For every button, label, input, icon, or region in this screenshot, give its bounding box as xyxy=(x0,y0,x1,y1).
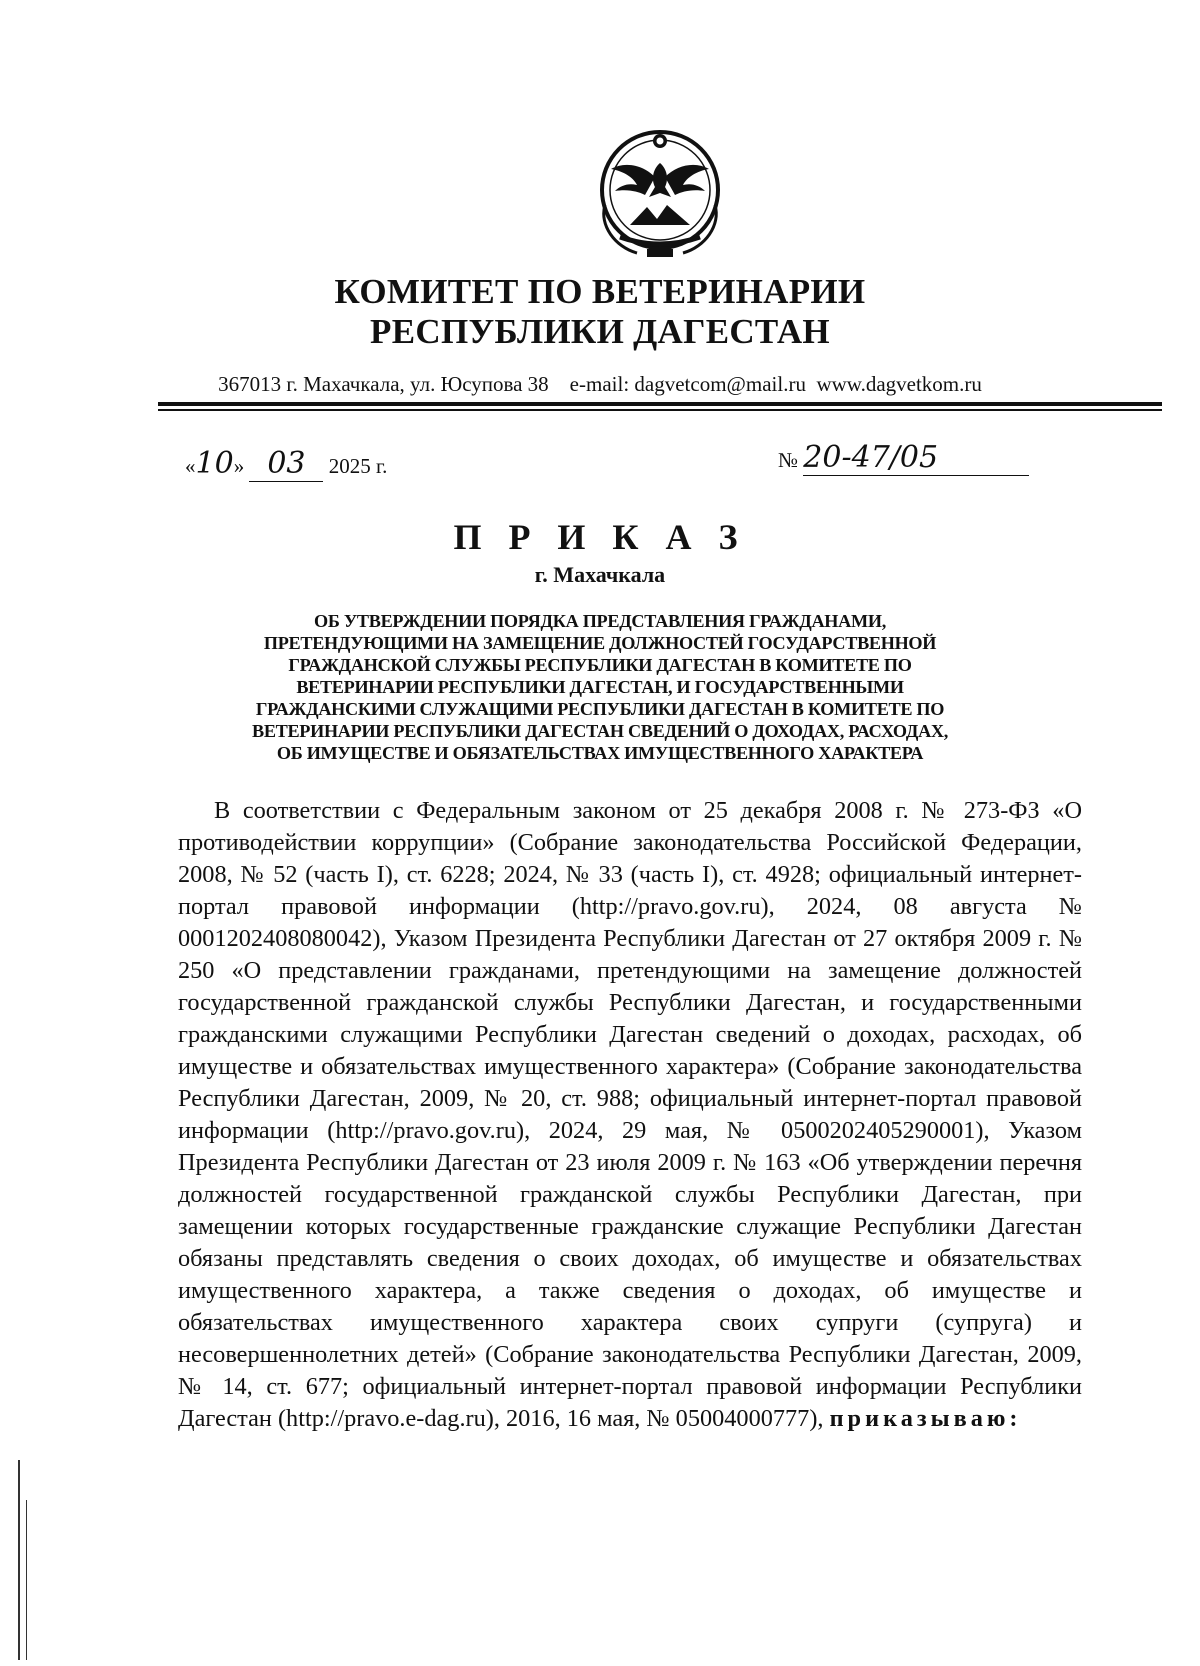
number-value: 20-47/05 xyxy=(803,440,939,475)
scan-margin-line xyxy=(26,1500,27,1660)
header-rule-thin xyxy=(158,409,1162,411)
date-day: 10 xyxy=(195,446,234,481)
org-address: 367013 г. Махачкала, ул. Юсупова 38 e-mail: dagvetcom@mail.ru www.dagvetkom.ru xyxy=(218,372,982,396)
org-name-line1: КОМИТЕТ ПО ВЕТЕРИНАРИИ xyxy=(334,272,866,311)
body-paragraph xyxy=(178,795,1082,1435)
subject-line: ВЕТЕРИНАРИИ РЕСПУБЛИКИ ДАГЕСТАН, И ГОСУДАРСТВЕННЫМИ xyxy=(296,677,904,697)
scan-margin-line xyxy=(18,1460,20,1660)
subject-line: ПРЕТЕНДУЮЩИМИ НА ЗАМЕЩЕНИЕ ДОЛЖНОСТЕЙ ГОСУДАРСТВЕННОЙ xyxy=(263,633,937,653)
document-body xyxy=(178,795,1082,1435)
header-rule-thick xyxy=(158,402,1162,406)
subject-line: ОБ УТВЕРЖДЕНИИ ПОРЯДКА ПРЕДСТАВЛЕНИЯ ГРАЖДАНАМИ, xyxy=(314,611,886,631)
org-name-line2: РЕСПУБЛИКИ ДАГЕСТАН xyxy=(370,312,830,351)
document-city: г. Махачкала xyxy=(534,562,666,587)
date-quote-open: « xyxy=(185,454,196,478)
body-text: В соответствии с Федеральным законом от 25 декабря 2008 г. № 273-ФЗ «О противодействии коррупции» (Собрание законодательства Российской Федерации, 2008, № 52 (часть I), ст. 6228; 2024, № 33 (часть I), ст. 4928; официальный интернет-портал правовой информации (http://pravo.gov.ru), 2024, 08 августа № 0001202408080042), Указом Президента Республики Дагестан от 27 октября 2009 г. № 250 «О представлении гражданами, претендующими на замещение должностей государственной гражданской службы Республики Дагестан, и государственными гражданскими служащими Республики Дагестан сведений о доходах, расходах, об имуществе и обязательствах имущественного характера» (Собрание законодательства Республики Дагестан, 2009, № 20, ст. 988; официальный интернет-портал правовой информации (http://pravo.gov.ru), 2024, 29 мая, № 0500202405290001), Указом Президента Республики Дагестан от 23 июля 2009 г. № 163 «Об утверждении перечня должностей государственной гражданской службы Республики Дагестан, при замещении которых государственные гражданские служащие Республики Дагестан обязаны представлять сведения о своих доходах, об имуществе и обязательствах имущественного характера, а также сведения о доходах, об имуществе и обязательствах имущественного характера своих супруги (супруга) и несовершеннолетних детей» (Собрание законодательства Республики Дагестан, 2009, № 14, ст. 677; официальный интернет-портал правовой информации Республики Дагестан (http://pravo.e-dag.ru), 2016, 16 мая, № 05004000777), xyxy=(178,797,1082,1432)
date-year: 2025 г. xyxy=(328,454,388,478)
document-title: П Р И К А З xyxy=(453,517,747,557)
date-month-field xyxy=(249,446,323,482)
date-quote-close: » xyxy=(233,454,245,478)
dagestan-coat-of-arms-icon xyxy=(585,125,735,265)
body-closing-word: приказываю: xyxy=(829,1405,1022,1432)
document-subject xyxy=(160,610,1040,764)
number-field xyxy=(803,440,1029,476)
date-month: 03 xyxy=(267,446,306,481)
subject-line: ГРАЖДАНСКОЙ СЛУЖБЫ РЕСПУБЛИКИ ДАГЕСТАН В КОМИТЕТЕ ПО xyxy=(288,655,912,675)
subject-line: ВЕТЕРИНАРИИ РЕСПУБЛИКИ ДАГЕСТАН СВЕДЕНИЙ О ДОХОДАХ, РАСХОДАХ, xyxy=(251,721,948,741)
subject-line: ГРАЖДАНСКИМИ СЛУЖАЩИМИ РЕСПУБЛИКИ ДАГЕСТАН В КОМИТЕТЕ ПО xyxy=(255,699,945,719)
subject-line: ОБ ИМУЩЕСТВЕ И ОБЯЗАТЕЛЬСТВАХ ИМУЩЕСТВЕННОГО ХАРАКТЕРА xyxy=(276,743,924,763)
order-date xyxy=(185,446,387,482)
number-label: № xyxy=(778,448,799,472)
order-number xyxy=(778,440,1029,476)
